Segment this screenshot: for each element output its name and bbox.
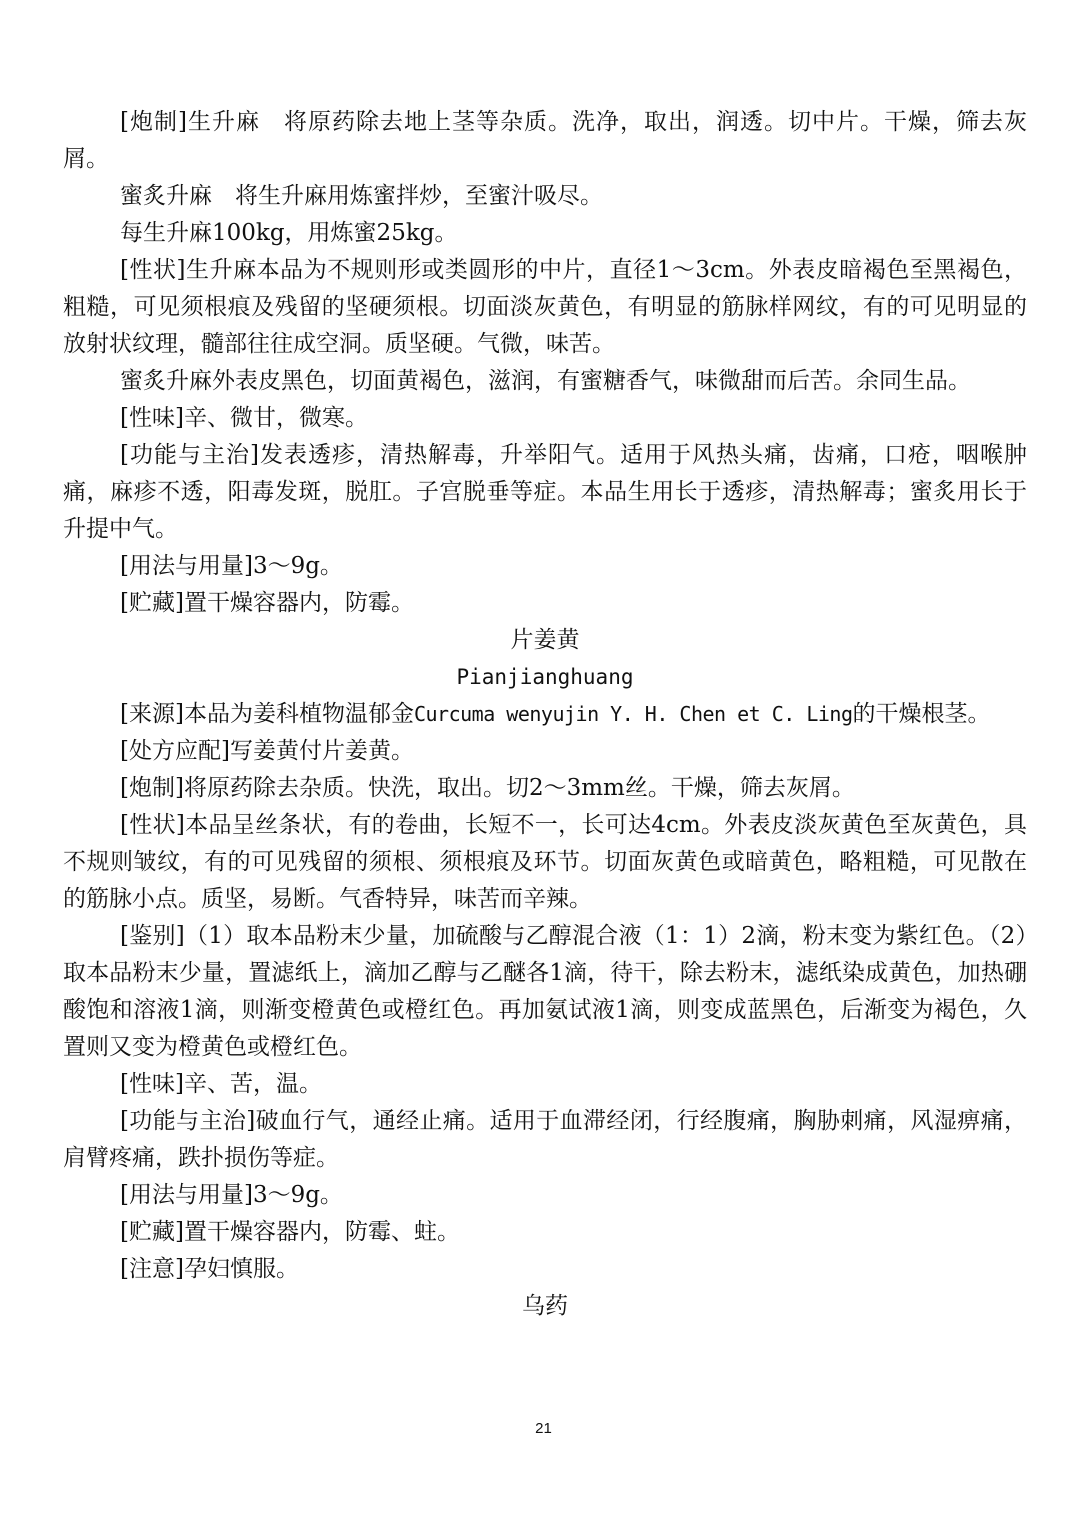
section-title-wuyao: 乌药: [522, 1293, 568, 1319]
paragraph-nature-flavor-pianjianghuang: [性味]辛、苦，温。: [120, 1071, 322, 1097]
paragraph-honey-ratio: 每生升麻100kg，用炼蜜25kg。: [120, 220, 458, 246]
paragraph-storage-shengma: [贮藏]置干燥容器内，防霉。: [120, 590, 414, 616]
paragraph-caution: [注意]孕妇慎服。: [120, 1256, 299, 1282]
paragraph-characteristics-honey-shengma: 蜜炙升麻外表皮黑色，切面黄褐色，滋润，有蜜糖香气，味微甜而后苦。余同生品。: [120, 368, 971, 394]
section-pinyin-pianjianghuang: Pianjianghuang: [456, 665, 634, 689]
source-prefix: [来源]本品为姜科植物温郁金: [120, 701, 414, 727]
document-body: [63, 104, 1027, 1325]
paragraph-characteristics-pianjianghuang: [性状]本品呈丝条状，有的卷曲，长短不一，长可达4cm。外表皮淡灰黄色至灰黄色，具不规则皱纹，有的可见残留的须根、须根痕及环节。切面灰黄色或暗黄色，略粗糙，可见散在的筋脉小点。质坚，易断。气香特异，味苦而辛辣。: [63, 812, 1027, 912]
page-number: 21: [535, 1420, 552, 1437]
paragraph-dosage-pianjianghuang: [用法与用量]3～9g。: [120, 1182, 343, 1208]
source-latin-name: Curcuma wenyujin Y. H. Chen et C. Ling: [413, 702, 853, 726]
section-title-pianjianghuang: 片姜黄: [510, 627, 580, 653]
paragraph-dosage-shengma: [用法与用量]3～9g。: [120, 553, 343, 579]
paragraph-processing-pianjianghuang: [炮制]将原药除去杂质。快洗，取出。切2～3mm丝。干燥，筛去灰屑。: [120, 775, 855, 801]
paragraph-characteristics-shengma: [性状]生升麻本品为不规则形或类圆形的中片，直径1～3cm。外表皮暗褐色至黑褐色，粗糙，可见须根痕及残留的坚硬须根。切面淡灰黄色，有明显的筋脉样网纹，有的可见明显的放射状纹理，髓部往往成空洞。质坚硬。气微，味苦。: [63, 257, 1027, 357]
paragraph-honey-shengma: 蜜炙升麻 将生升麻用炼蜜拌炒，至蜜汁吸尽。: [120, 183, 603, 209]
paragraph-identification: [鉴别]（1）取本品粉末少量，加硫酸与乙醇混合液（1：1）2滴，粉末变为紫红色。（2）取本品粉末少量，置滤纸上，滴加乙醇与乙醚各1滴，待干，除去粉末，滤纸染成黄色，加热硼酸饱和溶液1滴，则渐变橙黄色或橙红色。再加氨试液1滴，则变成蓝黑色，后渐变为褐色，久置则又变为橙黄色或橙红色。: [63, 923, 1027, 1060]
paragraph-processing-shengma: [炮制]生升麻 将原药除去地上茎等杂质。洗净，取出，润透。切中片。干燥，筛去灰屑。: [63, 109, 1027, 172]
paragraph-source-pianjianghuang: [63, 696, 1027, 733]
paragraph-nature-flavor-shengma: [性味]辛、微甘，微寒。: [120, 405, 368, 431]
paragraph-functions-pianjianghuang: [功能与主治]破血行气，通经止痛。适用于血滞经闭，行经腹痛，胸胁刺痛，风湿痹痛，肩臂疼痛，跌扑损伤等症。: [63, 1108, 1027, 1171]
paragraph-functions-shengma: [功能与主治]发表透疹，清热解毒，升举阳气。适用于风热头痛，齿痛，口疮，咽喉肿痛，麻疹不透，阳毒发斑，脱肛。子宫脱垂等症。本品生用长于透疹，清热解毒；蜜炙用长于升提中气。: [63, 442, 1027, 542]
paragraph-prescription: [处方应配]写姜黄付片姜黄。: [120, 738, 414, 764]
paragraph-storage-pianjianghuang: [贮藏]置干燥容器内，防霉、蛀。: [120, 1219, 460, 1245]
source-suffix: 的干燥根茎。: [852, 701, 991, 727]
